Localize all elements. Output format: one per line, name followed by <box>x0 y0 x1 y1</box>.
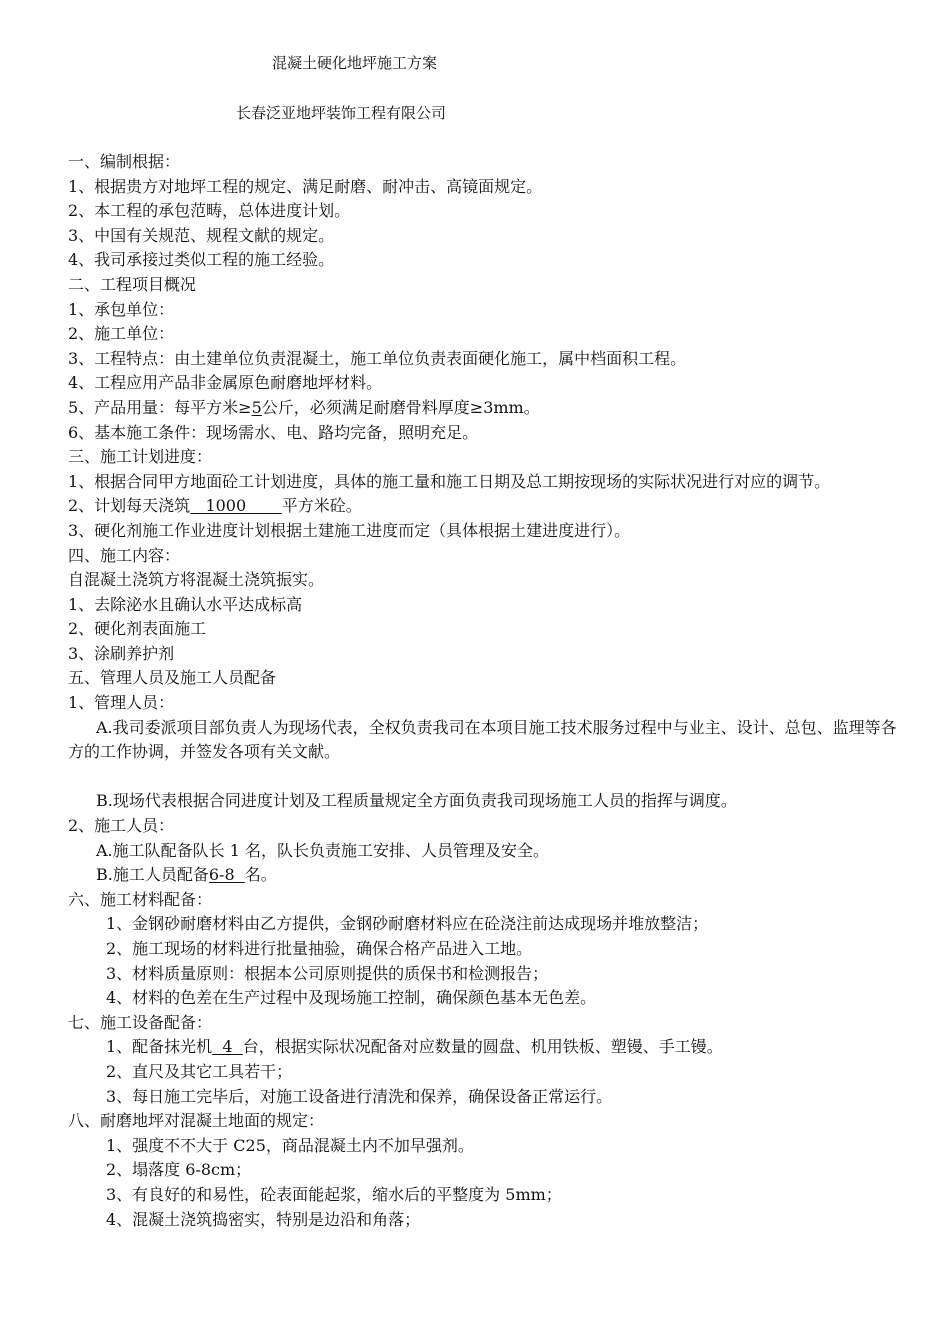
section-1-item: 3、中国有关规范、规程文献的规定。 <box>68 225 335 245</box>
section-8-item: 1、强度不不大于 C25，商品混凝土内不加早强剂。 <box>106 1135 474 1155</box>
section-4-heading: 四、施工内容： <box>68 545 181 565</box>
section-3-heading: 三、施工计划进度： <box>68 447 213 467</box>
section-5-paragraph-c: A.施工队配备队长 1 名，队长负责施工安排、人员管理及安全。 <box>96 840 549 860</box>
section-5-paragraph-b: B.现场代表根据合同进度计划及工程质量规定全方面负责我司现场施工人员的指挥与调度。 <box>96 791 737 811</box>
section-1-item: 1、根据贵方对地坪工程的规定、满足耐磨、耐冲击、高镜面规定。 <box>68 176 543 196</box>
section-8-heading: 八、耐磨地坪对混凝土地面的规定： <box>68 1111 325 1131</box>
section-6-item: 2、施工现场的材料进行批量抽验，确保合格产品进入工地。 <box>106 939 533 958</box>
document-title: 混凝土硬化地坪施工方案 <box>272 54 438 72</box>
staff-count-value: 6-8 <box>208 865 245 885</box>
section-3-item-3: 3、硬化剂施工作业进度计划根据土建施工进度而定（具体根据土建进度进行）。 <box>68 520 631 540</box>
company-name: 长春泛亚地坪装饰工程有限公司 <box>236 104 447 122</box>
section-4-item: 3、涂刷养护剂 <box>68 643 175 663</box>
section-2-heading: 二、工程项目概况 <box>68 274 197 294</box>
section-3-item-1: 1、根据合同甲方地面砼工计划进度，具体的施工量和施工日期及总工期按现场的实际状况进行对应的调节。 <box>68 471 831 491</box>
item-2-suffix: 平方米砼。 <box>281 496 362 516</box>
section-7-item: 3、每日施工完毕后，对施工设备进行清洗和保养，确保设备正常运行。 <box>106 1086 613 1106</box>
section-5-paragraph-a: A.我司委派项目部负责人为现场代表，全权负责我司在本项目施工技术服务过程中与业主、设计、总包、监理等各方的工作协调，并签发各项有关文献。 <box>68 717 897 762</box>
section-5-paragraph-d <box>68 863 898 888</box>
section-3-item-2 <box>68 494 898 519</box>
section-7-item: 2、直尺及其它工具若干； <box>106 1061 293 1081</box>
section-4-intro: 自混凝土浇筑方将混凝土浇筑振实。 <box>68 570 325 590</box>
section-1-heading: 一、编制根据： <box>68 152 181 171</box>
section-8-item: 2、塌落度 6-8cm； <box>106 1160 252 1180</box>
daily-pour-value: 1000 <box>190 496 282 516</box>
document-body <box>68 150 898 1232</box>
item-5-prefix: 5、产品用量：每平方米≥ <box>68 397 252 417</box>
section-1-item: 4、我司承接过类似工程的施工经验。 <box>68 250 335 270</box>
section-6-item: 1、金钢砂耐磨材料由乙方提供，金钢砂耐磨材料应在砼浇注前达成现场并堆放整洁； <box>106 914 709 934</box>
section-2-item-5 <box>68 396 898 421</box>
staff-prefix: B.施工人员配备 <box>96 865 209 885</box>
machine-count-value: 4 <box>212 1037 243 1057</box>
blank-line <box>68 765 898 790</box>
section-6-item: 3、材料质量原则：根据本公司原则提供的质保书和检测报告； <box>106 963 549 983</box>
item-5-suffix: 公斤，必须满足耐磨骨料厚度≥3mm。 <box>261 397 540 417</box>
section-2-item: 1、承包单位： <box>68 299 175 319</box>
machine-suffix: 台，根据实际状况配备对应数量的圆盘、机用铁板、塑镘、手工镘。 <box>242 1037 723 1057</box>
staff-suffix: 名。 <box>244 865 277 885</box>
machine-prefix: 1、配备抹光机 <box>106 1037 213 1057</box>
section-2-item: 3、工程特点：由土建单位负责混凝土，施工单位负责表面硬化施工，属中档面积工程。 <box>68 348 687 368</box>
section-4-item: 1、去除泌水且确认水平达成标高 <box>68 594 303 614</box>
section-6-heading: 六、施工材料配备： <box>68 889 213 909</box>
section-5-heading: 五、管理人员及施工人员配备 <box>68 668 277 688</box>
section-8-item: 3、有良好的和易性，砼表面能起浆，缩水后的平整度为 5mm； <box>106 1184 562 1204</box>
section-5-sub-1: 1、管理人员： <box>68 693 175 713</box>
item-2-prefix: 2、计划每天浇筑 <box>68 496 191 516</box>
section-7-item-1 <box>68 1035 898 1060</box>
section-5-sub-2: 2、施工人员： <box>68 816 175 836</box>
section-4-item: 2、硬化剂表面施工 <box>68 619 207 639</box>
section-2-item-6: 6、基本施工条件：现场需水、电、路均完备，照明充足。 <box>68 422 479 442</box>
section-1-item: 2、本工程的承包范畴，总体进度计划。 <box>68 201 351 221</box>
section-8-item: 4、混凝土浇筑捣密实，特别是边沿和角落； <box>106 1209 421 1229</box>
section-2-item: 2、施工单位： <box>68 324 175 344</box>
section-6-item: 4、材料的色差在生产过程中及现场施工控制，确保颜色基本无色差。 <box>106 988 597 1008</box>
item-5-quantity-value: 5 <box>251 397 262 417</box>
section-2-item: 4、工程应用产品非金属原色耐磨地坪材料。 <box>68 373 383 393</box>
section-7-heading: 七、施工设备配备： <box>68 1012 213 1032</box>
